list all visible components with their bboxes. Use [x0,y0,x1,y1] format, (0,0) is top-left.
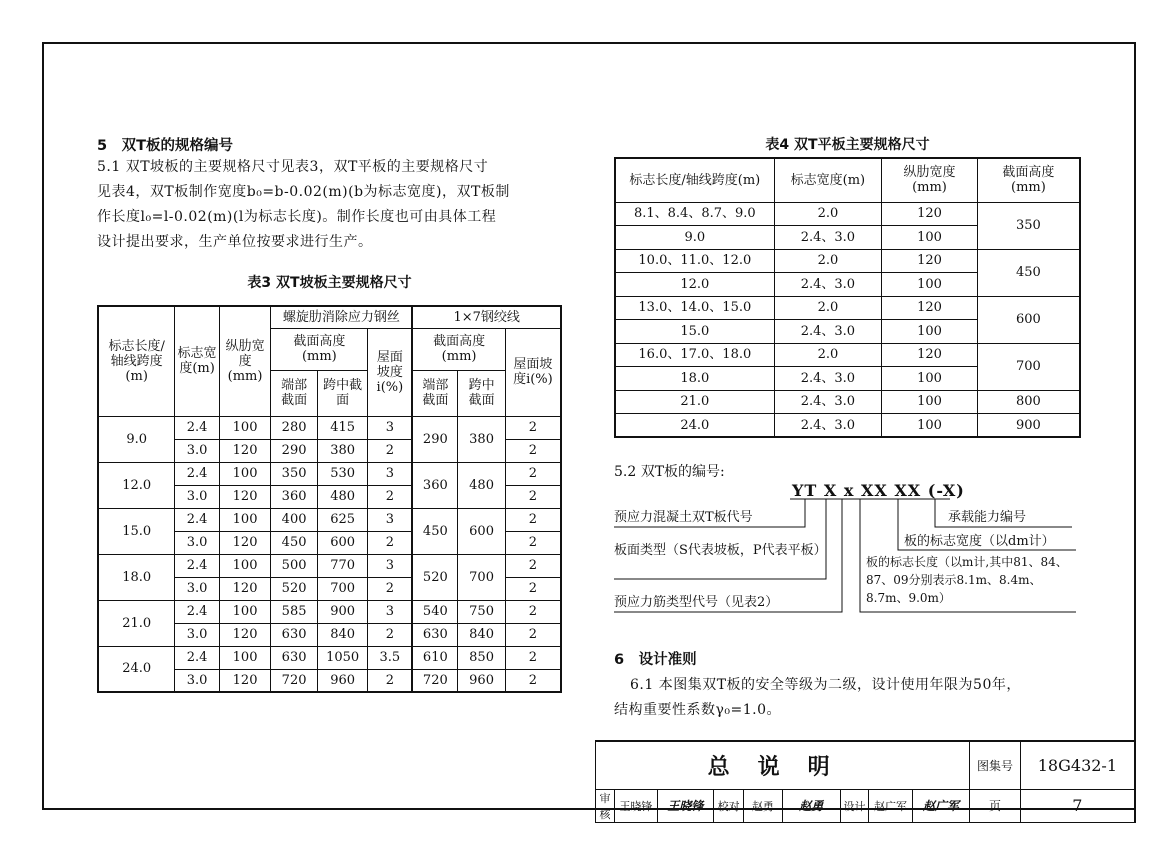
t3-cell-end: 450 [271,531,318,554]
t4-header-width: 标志宽度(m) [774,158,882,202]
t3-header-slope-1: 屋面坡度i(%) [368,328,412,416]
t3-cell-end: 630 [271,623,318,646]
page-label: 页 [970,789,1021,822]
t3-cell-slope: 3.5 [368,646,412,669]
t3-cell-width: 3.0 [175,669,219,692]
t3-cell-strand-end: 720 [412,669,457,692]
label-width: 板的标志宽度（以dm计） [904,534,1055,549]
t4-cell-rib: 100 [882,367,978,391]
t3-cell-strand-slope: 2 [505,577,561,600]
t3-cell-width: 2.4 [175,508,219,531]
t3-cell-end: 630 [271,646,318,669]
t3-cell-strand-slope: 2 [505,462,561,485]
t4-cell-width: 2.0 [774,202,882,226]
t4-cell-width: 2.4、3.0 [774,273,882,297]
section6-paragraph [614,673,1094,723]
t4-cell-rib: 100 [882,273,978,297]
t3-cell-slope: 3 [368,600,412,623]
t3-cell-width: 2.4 [175,462,219,485]
t3-cell-end: 360 [271,485,318,508]
t4-cell-span: 18.0 [615,367,774,391]
t3-cell-mid: 1050 [317,646,368,669]
t3-cell-rib: 120 [219,485,271,508]
t4-cell-height: 900 [977,414,1080,438]
t3-cell-width: 3.0 [175,577,219,600]
t3-cell-mid: 530 [317,462,368,485]
t3-header-end-2: 端部截面 [412,370,457,416]
t3-header-slope-2: 屋面坡度i(%) [505,328,561,416]
t4-cell-rib: 100 [882,320,978,344]
t3-cell-strand-slope: 2 [505,554,561,577]
t3-header-height-1: 截面高度(mm) [271,328,368,370]
t3-cell-strand-slope: 2 [505,531,561,554]
reviewer-name: 王晓锋 [615,789,658,822]
t3-header-spiral: 螺旋肋消除应力钢丝 [271,306,413,328]
t4-cell-span: 13.0、14.0、15.0 [615,296,774,320]
t4-cell-rib: 100 [882,390,978,414]
t4-cell-rib: 100 [882,226,978,250]
t3-cell-slope: 2 [368,531,412,554]
t4-cell-height: 600 [977,296,1080,343]
reviewer-signature: 王晓锋 [657,789,713,822]
designer-name: 赵广军 [869,789,913,822]
t3-cell-end: 585 [271,600,318,623]
t3-cell-end: 290 [271,439,318,462]
title-cell [596,741,970,789]
t4-cell-width: 2.4、3.0 [774,320,882,344]
atlas-number: 18G432-1 [1020,741,1135,789]
t3-cell-span: 24.0 [98,646,175,692]
t4-header-height: 截面高度(mm) [977,158,1080,202]
type-code: YT X x XX XX (-X) [792,481,965,500]
t4-cell-width: 2.4、3.0 [774,414,882,438]
t4-cell-span: 10.0、11.0、12.0 [615,249,774,273]
t3-cell-strand-end: 450 [412,508,457,554]
t3-header-width: 标志宽度(m) [175,306,219,416]
t3-header-span: 标志长度/轴线跨度(m) [98,306,175,416]
t3-cell-strand-slope: 2 [505,646,561,669]
t3-cell-width: 2.4 [175,554,219,577]
t4-cell-span: 24.0 [615,414,774,438]
label-capacity: 承载能力编号 [948,510,1027,525]
section5-line-2: 见表4，双T板制作宽度b₀=b-0.02(m)(b为标志宽度)，双T板制 [97,184,510,200]
t4-cell-rib: 120 [882,202,978,226]
t3-cell-strand-mid: 840 [458,623,506,646]
t3-header-strand: 1×7钢绞线 [412,306,561,328]
t3-cell-end: 500 [271,554,318,577]
section6-heading: 6 设计准则 [614,652,697,668]
design-label: 设计 [840,789,868,822]
t3-cell-mid: 480 [317,485,368,508]
t3-cell-slope: 3 [368,416,412,439]
t3-cell-slope: 3 [368,508,412,531]
t3-cell-width: 3.0 [175,531,219,554]
t3-cell-span: 12.0 [98,462,175,508]
label-surface-type: 板面类型（S代表坡板，P代表平板） [614,543,827,558]
t4-cell-height: 450 [977,249,1080,296]
t3-cell-strand-slope: 2 [505,623,561,646]
t4-cell-span: 15.0 [615,320,774,344]
t4-cell-rib: 120 [882,249,978,273]
t3-cell-mid: 625 [317,508,368,531]
t3-cell-width: 2.4 [175,416,219,439]
page-number: 7 [1020,789,1135,822]
t4-cell-height: 800 [977,390,1080,414]
t4-header-span: 标志长度/轴线跨度(m) [615,158,774,202]
section6-line-2: 结构重要性系数γ₀=1.0。 [614,702,781,718]
t3-cell-slope: 2 [368,669,412,692]
t3-cell-span: 18.0 [98,554,175,600]
t3-cell-slope: 2 [368,577,412,600]
t3-cell-mid: 700 [317,577,368,600]
t3-cell-strand-end: 360 [412,462,457,508]
t4-cell-span: 8.1、8.4、8.7、9.0 [615,202,774,226]
t3-cell-mid: 900 [317,600,368,623]
t3-header-rib: 纵肋宽度(mm) [219,306,271,416]
t4-cell-width: 2.4、3.0 [774,390,882,414]
t3-cell-width: 3.0 [175,439,219,462]
table3-caption: 表3 双T坡板主要规格尺寸 [247,275,412,291]
t3-cell-rib: 100 [219,646,271,669]
t3-cell-strand-end: 540 [412,600,457,623]
t3-cell-slope: 3 [368,462,412,485]
t3-cell-span: 15.0 [98,508,175,554]
title-block [595,740,1136,821]
t3-cell-strand-slope: 2 [505,439,561,462]
t3-cell-strand-slope: 2 [505,600,561,623]
t3-cell-mid: 415 [317,416,368,439]
t3-cell-strand-mid: 850 [458,646,506,669]
t4-cell-width: 2.0 [774,296,882,320]
t3-cell-rib: 100 [219,554,271,577]
t3-cell-rib: 100 [219,416,271,439]
t3-header-end-1: 端部截面 [271,370,318,416]
t3-cell-rib: 100 [219,600,271,623]
section5-line-1: 5.1 双T坡板的主要规格尺寸见表3，双T平板的主要规格尺寸 [97,159,489,175]
t3-cell-strand-end: 520 [412,554,457,600]
t4-cell-rib: 120 [882,296,978,320]
t3-cell-strand-mid: 700 [458,554,506,600]
t3-cell-rib: 120 [219,439,271,462]
label-tendon-type: 预应力筋类型代号（见表2） [614,595,779,610]
t3-cell-end: 720 [271,669,318,692]
t3-header-mid-1: 跨中截面 [317,370,368,416]
t3-cell-width: 3.0 [175,623,219,646]
t3-cell-slope: 2 [368,485,412,508]
t3-cell-span: 9.0 [98,416,175,462]
t3-cell-mid: 770 [317,554,368,577]
t4-cell-rib: 100 [882,414,978,438]
t3-cell-strand-mid: 600 [458,508,506,554]
section5-line-4: 设计提出要求，生产单位按要求进行生产。 [97,234,373,250]
section5-line-3: 作长度l₀=l-0.02(m)(l为标志长度)。制作长度也可由具体工程 [97,209,497,225]
t3-cell-mid: 960 [317,669,368,692]
t3-cell-rib: 120 [219,531,271,554]
t4-cell-width: 2.0 [774,343,882,367]
t3-cell-span: 21.0 [98,600,175,646]
t4-cell-height: 350 [977,202,1080,249]
t3-header-mid-2: 跨中截面 [458,370,506,416]
t4-header-rib: 纵肋宽度(mm) [882,158,978,202]
t4-cell-height: 700 [977,343,1080,390]
t3-cell-mid: 600 [317,531,368,554]
t3-cell-strand-slope: 2 [505,508,561,531]
t3-header-height-2: 截面高度(mm) [412,328,505,370]
t3-cell-width: 2.4 [175,646,219,669]
t3-cell-strand-end: 290 [412,416,457,462]
t3-cell-rib: 100 [219,462,271,485]
t3-cell-strand-mid: 380 [458,416,506,462]
t3-cell-rib: 120 [219,669,271,692]
t3-cell-end: 400 [271,508,318,531]
t3-cell-width: 3.0 [175,485,219,508]
t3-cell-strand-mid: 750 [458,600,506,623]
t4-cell-span: 9.0 [615,226,774,250]
t3-cell-strand-end: 630 [412,623,457,646]
t3-cell-strand-mid: 960 [458,669,506,692]
t4-cell-span: 21.0 [615,390,774,414]
t3-cell-end: 520 [271,577,318,600]
t3-cell-width: 2.4 [175,600,219,623]
t3-cell-strand-slope: 2 [505,416,561,439]
t4-cell-span: 16.0、17.0、18.0 [615,343,774,367]
check-label: 校对 [713,789,743,822]
t3-cell-mid: 840 [317,623,368,646]
atlas-label: 图集号 [970,741,1021,789]
section52-heading: 5.2 双T板的编号: [614,464,725,480]
review-label: 审核 [596,789,615,822]
drawing-title: 总说明 [707,754,858,780]
label-product-code: 预应力混凝土双T板代号 [614,510,753,525]
t3-cell-strand-slope: 2 [505,669,561,692]
t3-cell-strand-slope: 2 [505,485,561,508]
t3-cell-slope: 2 [368,623,412,646]
checker-name: 赵勇 [744,789,782,822]
t4-cell-rib: 120 [882,343,978,367]
t3-cell-slope: 3 [368,554,412,577]
t3-cell-rib: 120 [219,577,271,600]
section6-line-1: 6.1 本图集双T板的安全等级为二级，设计使用年限为50年， [630,677,1021,693]
designer-signature: 赵广军 [912,789,969,822]
table4-caption: 表4 双T平板主要规格尺寸 [765,137,930,153]
section5-heading: 5 双T板的规格编号 [97,138,233,154]
t3-cell-rib: 100 [219,508,271,531]
label-length: 板的标志长度（以m计,其中81、84、87、09分别表示8.1m、8.4m、8.7m、9.0m） [866,555,1068,605]
t3-cell-strand-mid: 480 [458,462,506,508]
t3-cell-rib: 120 [219,623,271,646]
t4-cell-span: 12.0 [615,273,774,297]
t3-cell-end: 280 [271,416,318,439]
t4-cell-width: 2.4、3.0 [774,226,882,250]
t3-cell-slope: 2 [368,439,412,462]
t4-cell-width: 2.4、3.0 [774,367,882,391]
t4-cell-width: 2.0 [774,249,882,273]
t3-cell-mid: 380 [317,439,368,462]
t3-cell-end: 350 [271,462,318,485]
t3-cell-strand-end: 610 [412,646,457,669]
checker-signature: 赵勇 [782,789,840,822]
